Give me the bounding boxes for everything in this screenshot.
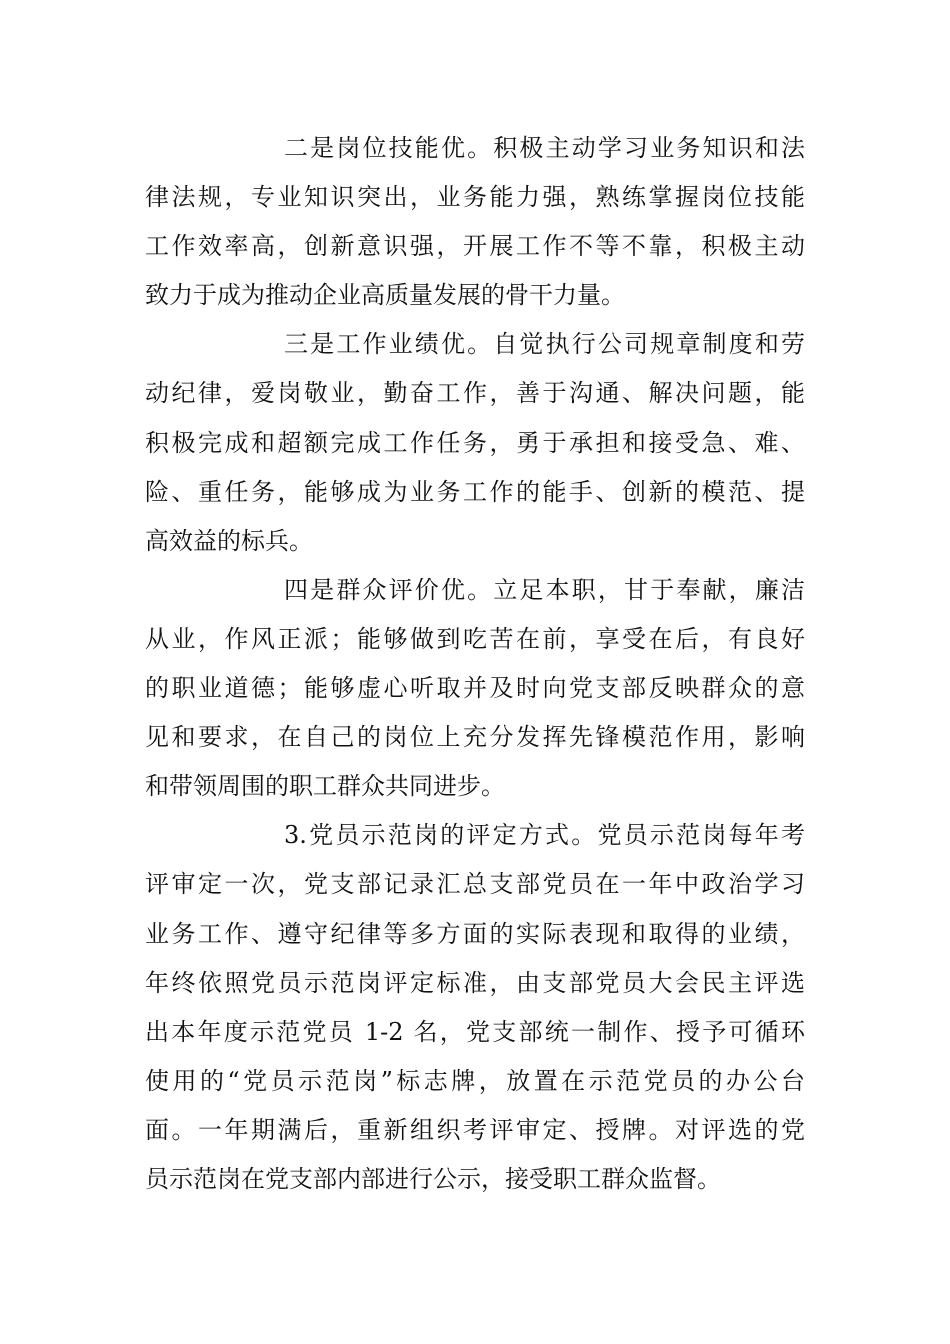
- paragraph-line: 四是群众评价优。立足本职，甘于奉献，廉洁: [284, 575, 805, 604]
- paragraph-line: 致力于成为推动企业高质量发展的骨干力量。: [145, 281, 625, 310]
- paragraph-line: 和带领周围的职工群众共同进步。: [145, 772, 505, 801]
- paragraph-line: 员示范岗在党支部内部进行公示，接受职工群众监督。: [145, 1164, 721, 1193]
- paragraph-line: 二是岗位技能优。积极主动学习业务知识和法: [284, 134, 805, 162]
- paragraph-line: 评审定一次，党支部记录汇总支部党员在一年中政治学习: [145, 870, 805, 899]
- paragraph-line: 险、重任务，能够成为业务工作的能手、创新的模范、提: [145, 477, 805, 506]
- paragraph-line: 律法规，专业知识突出，业务能力强，熟练掌握岗位技能: [145, 183, 805, 212]
- paragraph-line: 高效益的标兵。: [145, 526, 313, 555]
- paragraph-line: 见和要求，在自己的岗位上充分发挥先锋模范作用，影响: [145, 723, 805, 752]
- paragraph-line: 3.党员示范岗的评定方式。党员示范岗每年考: [284, 821, 805, 850]
- paragraph-line: 三是工作业绩优。自觉执行公司规章制度和劳: [284, 330, 805, 359]
- paragraph-line: 出本年度示范党员 1-2 名，党支部统一制作、授予可循环: [145, 1017, 805, 1046]
- paragraph-line: 使用的“党员示范岗”标志牌，放置在示范党员的办公台: [145, 1066, 805, 1095]
- paragraph-line: 动纪律，爱岗敬业，勤奋工作，善于沟通、解决问题，能: [145, 379, 805, 408]
- paragraph-line: 从业，作风正派；能够做到吃苦在前，享受在后，有良好: [145, 624, 805, 653]
- paragraph-line: 的职业道德；能够虚心听取并及时向党支部反映群众的意: [145, 674, 805, 703]
- paragraph-line: 业务工作、遵守纪律等多方面的实际表现和取得的业绩，: [145, 919, 805, 948]
- document-body: [145, 124, 805, 1204]
- paragraph-line: 年终依照党员示范岗评定标准，由支部党员大会民主评选: [145, 968, 805, 997]
- paragraph-line: 面。一年期满后，重新组织考评审定、授牌。对评选的党: [145, 1115, 805, 1144]
- paragraph-line: 工作效率高，创新意识强，开展工作不等不靠，积极主动: [145, 232, 805, 261]
- paragraph-line: 积极完成和超额完成工作任务，勇于承担和接受急、难、: [145, 428, 805, 457]
